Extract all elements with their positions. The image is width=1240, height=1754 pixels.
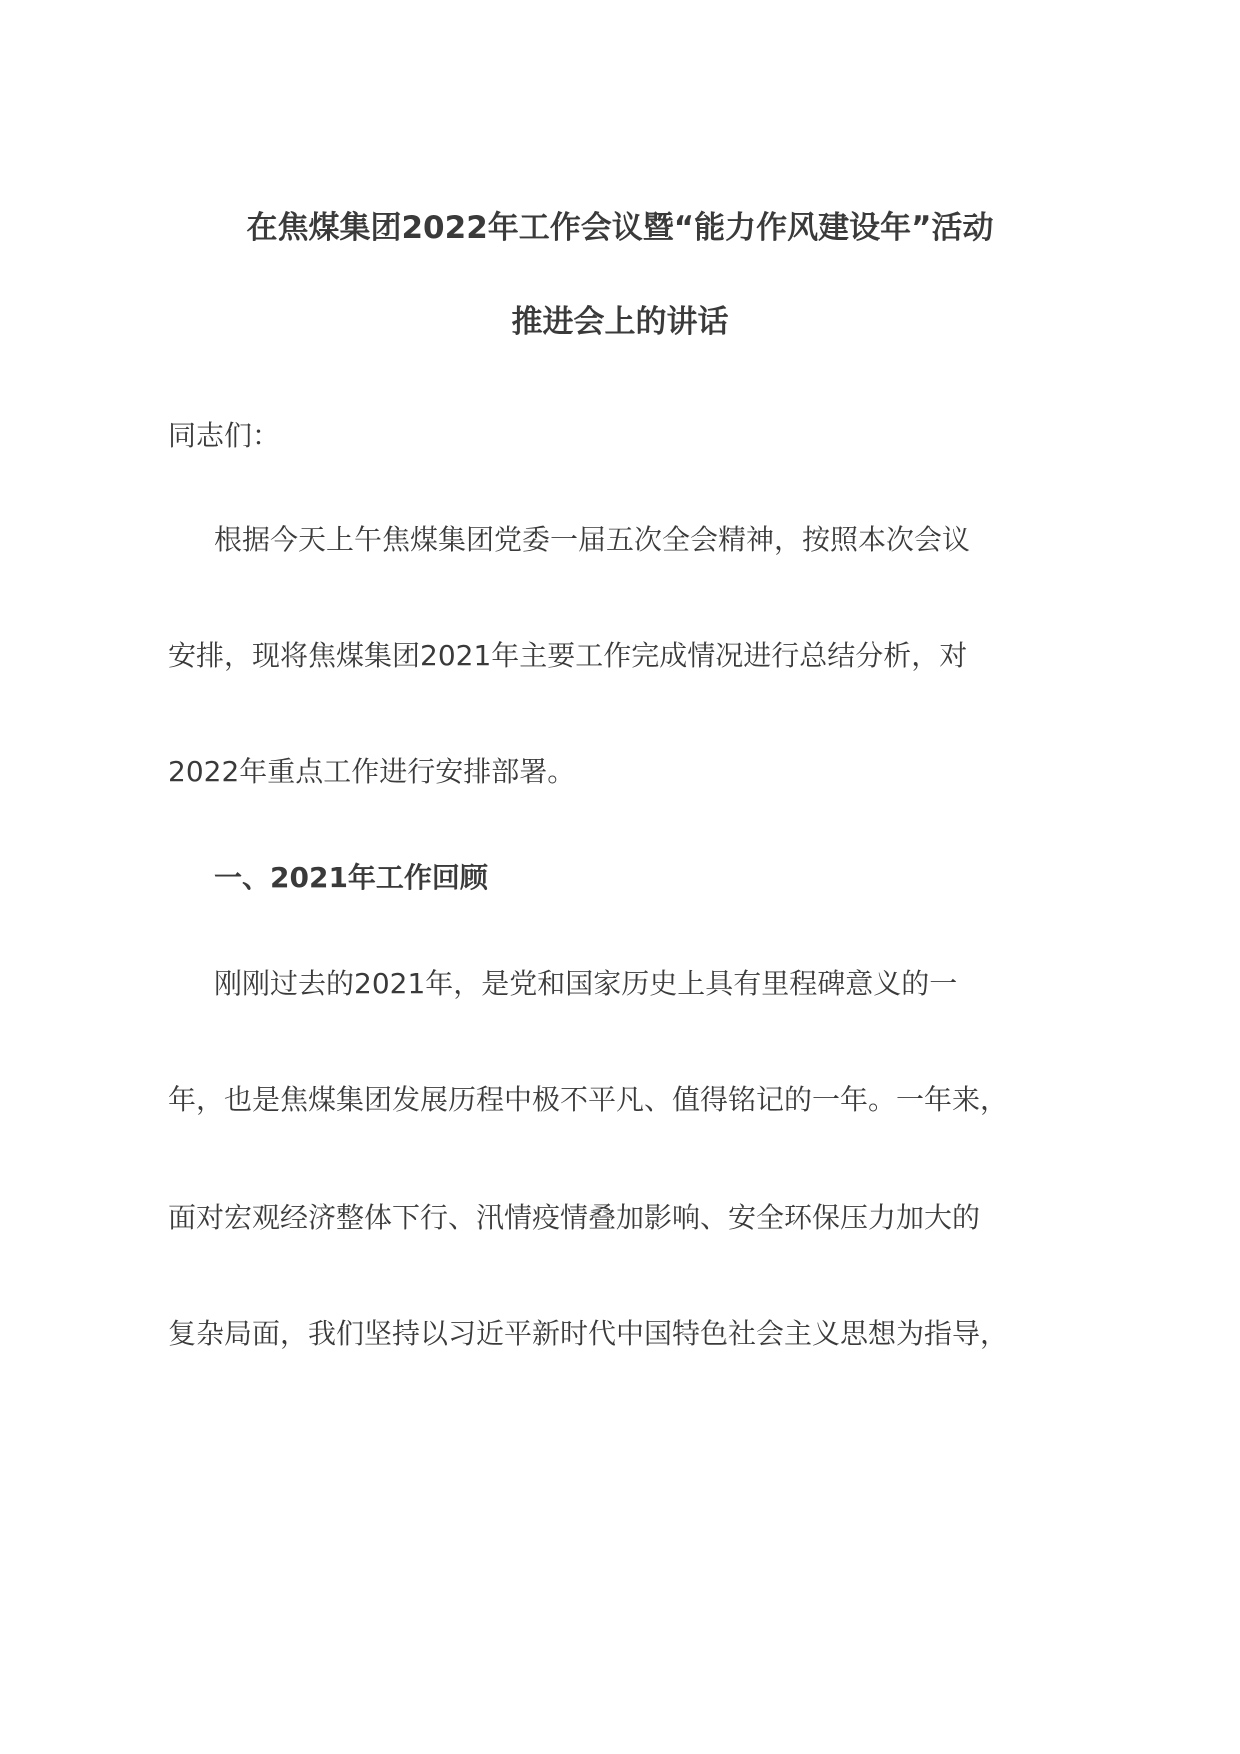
document-title-line-1: 在焦煤集团2022年工作会议暨“能力作风建设年”活动: [246, 210, 994, 246]
paragraph-1-line-1: 根据今天上午焦煤集团党委一届五次全会精神，按照本次会议: [214, 523, 971, 556]
salutation: 同志们：: [168, 419, 281, 452]
paragraph-2-line-2: 年，也是焦煤集团发展历程中极不平凡、值得铭记的一年。一年来，: [168, 1083, 1009, 1116]
paragraph-2-line-1: 刚刚过去的2021年，是党和国家历史上具有里程碑意义的一: [214, 967, 958, 1000]
paragraph-1-line-2: 安排，现将焦煤集团2021年主要工作完成情况进行总结分析，对: [168, 639, 968, 672]
paragraph-1-line-3: 2022年重点工作进行安排部署。: [168, 755, 576, 788]
document-title-line-2: 推进会上的讲话: [511, 304, 729, 340]
paragraph-2-line-4: 复杂局面，我们坚持以习近平新时代中国特色社会主义思想为指导，: [168, 1317, 1009, 1350]
section-heading: 一、2021年工作回顾: [214, 861, 488, 894]
paragraph-2-line-3: 面对宏观经济整体下行、汛情疫情叠加影响、安全环保压力加大的: [168, 1201, 981, 1234]
